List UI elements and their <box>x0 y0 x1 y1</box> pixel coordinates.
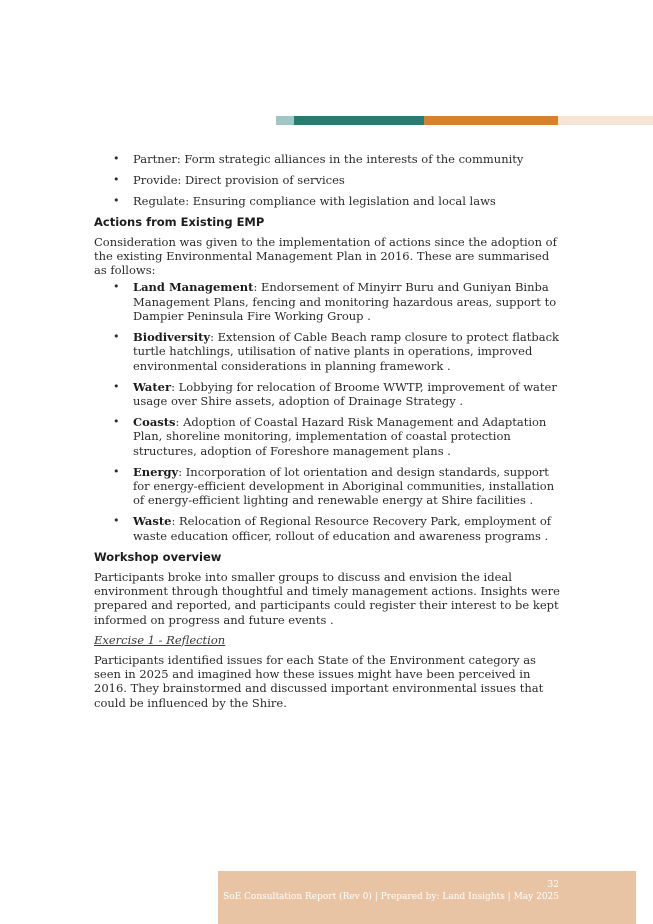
decorative-bar-orange <box>424 116 558 125</box>
list-item <box>94 415 564 458</box>
list-item: • Regulate: Ensuring compliance with legislation and local laws <box>94 194 564 208</box>
item-term: Biodiversity <box>133 330 211 345</box>
list-item <box>94 280 564 323</box>
item-text: : Endorsement of Minyirr Buru and Guniyan Binba Management Plans, fencing and monitoring hazardous areas, support to Dampier Peninsula Fire Working Group . <box>133 280 557 323</box>
list-item <box>94 380 564 408</box>
emp-actions-list <box>94 280 564 542</box>
list-item <box>94 465 564 508</box>
list-item: • Provide: Direct provision of services <box>94 173 564 187</box>
exercise-title: Exercise 1 - Reflection <box>94 632 226 647</box>
workshop-intro-paragraph: Participants broke into smaller groups to discuss and envision the ideal environment through thoughtful and timely management actions. Insights were prepared and reported, and participants could register their interest to be kept informed on progress and future events . <box>94 569 560 627</box>
item-text: : Adoption of Coastal Hazard Risk Management and Adaptation Plan, shoreline monitoring, implementation of coastal protection structures, adoption of Foreshore management plans . <box>133 415 547 458</box>
item-term: Coasts <box>133 415 176 430</box>
section-heading-workshop: Workshop overview <box>94 549 222 564</box>
decorative-bar-teal <box>294 116 424 125</box>
footer-text: SoE Consultation Report (Rev 0) | Prepared by: Land Insights | May 2025 <box>223 892 559 902</box>
item-text: : Relocation of Regional Resource Recovery Park, employment of waste education officer, rollout of education and awareness programs . <box>133 514 551 543</box>
item-term: Energy <box>133 464 179 479</box>
section-heading-emp: Actions from Existing EMP <box>94 214 265 229</box>
list-item <box>94 330 564 373</box>
decorative-bar-light-teal <box>276 116 294 125</box>
decorative-bar-peach <box>558 116 653 125</box>
item-term: Water <box>133 379 172 394</box>
item-text: : Incorporation of lot orientation and design standards, support for energy-efficient development in Aboriginal communities, installation of energy-efficient lighting and renewable energy at Shire facilities . <box>133 464 555 508</box>
list-item <box>94 514 564 542</box>
item-text: : Lobbying for relocation of Broome WWTP, improvement of water usage over Shire assets, adoption of Drainage Strategy . <box>133 379 557 408</box>
list-item: • Partner: Form strategic alliances in the interests of the community <box>94 152 564 166</box>
item-term: Land Management <box>133 280 254 295</box>
item-text: : Extension of Cable Beach ramp closure to protect flatback turtle hatchlings, utilisation of native plants in operations, improved environmental considerations in planning framework . <box>133 330 559 373</box>
role-list <box>94 152 564 208</box>
page-footer <box>218 871 636 924</box>
page-content <box>94 152 564 710</box>
page-number: 32 <box>547 880 559 890</box>
emp-intro-paragraph: Consideration was given to the implementation of actions since the adoption of the existing Environmental Management Plan in 2016. These are summarised as follows: <box>94 234 557 278</box>
exercise-paragraph: Participants identified issues for each State of the Environment category as seen in 2025 and imagined how these issues might have been perceived in 2016. They brainstormed and discussed important environmental issues that could be influenced by the Shire. <box>94 652 544 710</box>
item-term: Waste <box>133 514 172 529</box>
